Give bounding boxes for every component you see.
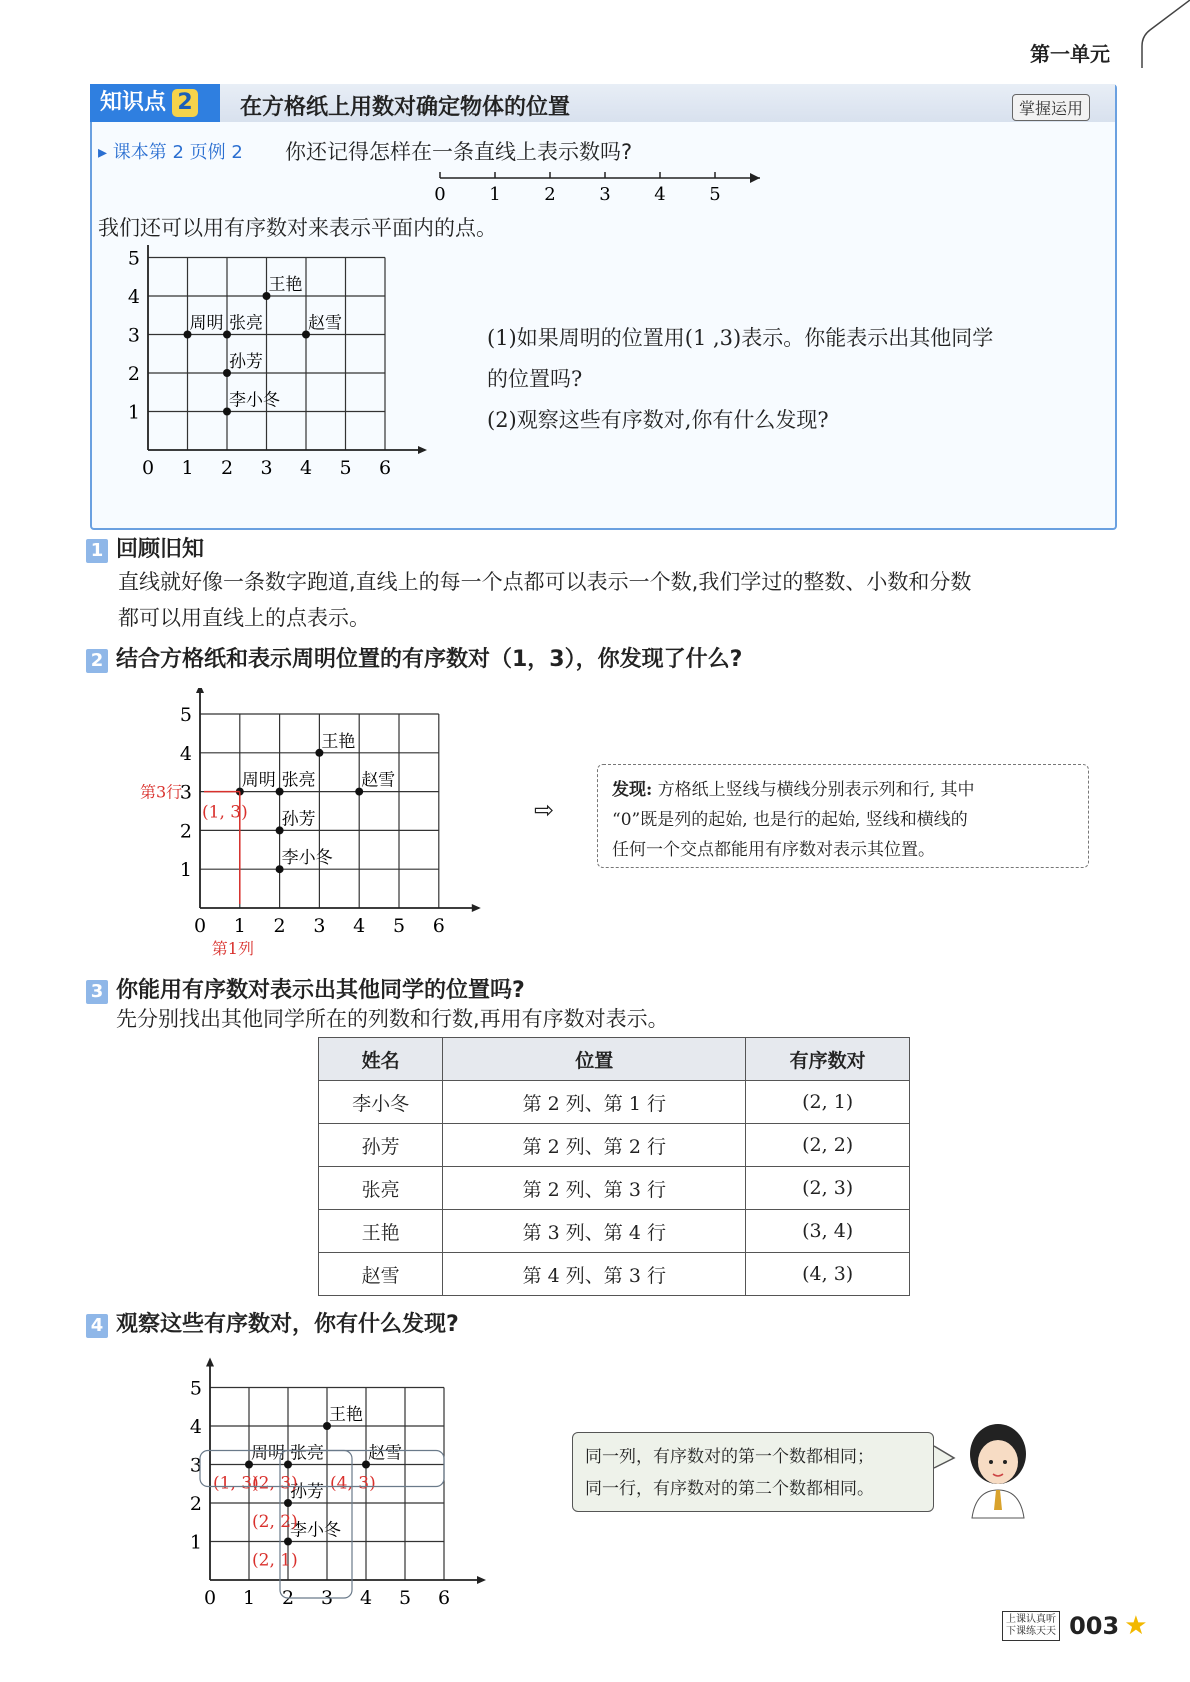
recall-question: 你还记得怎样在一条直线上表示数吗? (285, 140, 633, 164)
x-tick-label: 1 (181, 457, 194, 479)
positions-table (318, 1037, 910, 1296)
cell-pair: (2, 2) (746, 1124, 910, 1167)
section-1-line-2: 都可以用直线上的点表示。 (118, 606, 370, 630)
student-label: 孙芳 (229, 352, 263, 372)
x-axis-arrow (477, 1576, 486, 1584)
student-label: 王艳 (268, 275, 303, 295)
y-tick-label: 5 (179, 704, 192, 726)
knowledge-tag-label: 知识点 (100, 90, 167, 115)
y-axis-arrow (196, 688, 204, 693)
x-tick-label: 5 (398, 1587, 412, 1609)
student-label: 孙芳 (281, 809, 316, 830)
cell-pair: (3, 4) (746, 1210, 910, 1253)
y-tick-label: 3 (128, 324, 140, 347)
cell-name: 赵雪 (319, 1253, 443, 1296)
number-line-label: 4 (654, 184, 666, 205)
student-label: 张亮 (290, 1443, 324, 1464)
table-row (319, 1210, 910, 1253)
x-tick-label: 6 (378, 457, 392, 479)
x-tick-label: 3 (260, 457, 273, 479)
x-tick-label: 0 (203, 1587, 217, 1609)
slogan-line-2: 下课练天天 (1006, 1626, 1056, 1637)
row-label: 第3行 (140, 782, 183, 802)
student-label: 张亮 (229, 313, 263, 334)
x-tick-label: 6 (437, 1587, 451, 1609)
cell-position: 第 2 列、第 2 行 (443, 1124, 746, 1167)
section-1-title: 回顾旧知 (116, 537, 205, 562)
discovery-line-2: “0”既是列的起始, 也是行的起始, 竖线和横线的 (612, 810, 968, 830)
x-tick-label: 2 (273, 915, 286, 937)
cell-name: 孙芳 (319, 1124, 443, 1167)
y-tick-label: 4 (128, 286, 140, 308)
table-header-row (319, 1038, 910, 1081)
column-label: 第1列 (211, 939, 254, 958)
number-line-label: 5 (709, 184, 721, 205)
section-1-number: 1 (86, 539, 108, 563)
grid-chart-2 (140, 688, 530, 968)
questions (487, 318, 1087, 441)
section-1-line-1: 直线就好像一条数字跑道,直线上的每一个点都可以表示一个数,我们学过的整数、小数和分数 (118, 570, 972, 594)
cell-name: 王艳 (319, 1210, 443, 1253)
intro-text: 我们还可以用有序数对来表示平面内的点。 (98, 216, 497, 240)
x-tick-label: 3 (320, 1587, 334, 1609)
student-label: 孙芳 (290, 1482, 324, 1502)
knowledge-tag-number: 2 (172, 89, 198, 117)
student-label: 赵雪 (361, 770, 396, 791)
number-line-label: 3 (599, 184, 611, 205)
cell-pair: (4, 3) (746, 1253, 910, 1296)
section-2-title: 结合方格纸和表示周明位置的有序数对（1，3），你发现了什么? (116, 647, 743, 672)
footer (1002, 1611, 1148, 1641)
cell-position: 第 2 列、第 1 行 (443, 1081, 746, 1124)
y-axis-arrow (206, 1358, 214, 1367)
table-row (319, 1167, 910, 1210)
y-tick-label: 4 (179, 742, 192, 765)
observation-box (572, 1432, 934, 1512)
x-axis-arrow (472, 904, 481, 912)
cell-name: 张亮 (319, 1167, 443, 1210)
student-label: 周明 (241, 770, 276, 791)
pair-annotation: (4, 3) (330, 1473, 376, 1494)
knowledge-tag (90, 84, 220, 122)
number-line-label: 1 (489, 184, 501, 205)
table-row (319, 1124, 910, 1167)
speech-tail (932, 1442, 958, 1472)
number-line-label: 0 (434, 184, 446, 205)
x-tick-label: 5 (392, 915, 406, 937)
y-tick-label: 1 (179, 859, 192, 882)
y-tick-label: 5 (128, 247, 140, 270)
grid-chart-1 (128, 245, 468, 515)
question-2: (2)观察这些有序数对,你有什么发现? (487, 408, 829, 432)
pair-annotation: (2, 3) (252, 1473, 298, 1494)
x-tick-label: 0 (193, 915, 207, 937)
cell-pair: (2, 1) (746, 1081, 910, 1124)
observation-line-2: 同一行，有序数对的第二个数都相同。 (585, 1479, 874, 1499)
student-label: 李小冬 (290, 1520, 341, 1541)
pair-annotation: (2, 2) (252, 1512, 298, 1532)
x-tick-label: 3 (313, 915, 326, 937)
discovery-box (597, 764, 1089, 868)
section-3-sub: 先分别找出其他同学所在的列数和行数,再用有序数对表示。 (116, 1007, 669, 1031)
x-tick-label: 4 (353, 915, 366, 937)
y-tick-label: 1 (189, 1531, 202, 1554)
table-row (319, 1081, 910, 1124)
section-3-title: 你能用有序数对表示出其他同学的位置吗? (116, 978, 525, 1003)
student-label: 王艳 (321, 731, 356, 752)
section-2-heading (86, 642, 742, 673)
level-badge: 掌握运用 (1012, 94, 1090, 121)
knowledge-title: 在方格纸上用数对确定物体的位置 (240, 95, 571, 120)
textbook-reference (98, 138, 243, 164)
student-label: 王艳 (329, 1405, 363, 1425)
cell-position: 第 3 列、第 4 行 (443, 1210, 746, 1253)
y-tick-label: 2 (128, 363, 140, 385)
cell-position: 第 2 列、第 3 行 (443, 1167, 746, 1210)
textbook-reference-text: 课本第 2 页例 2 (112, 142, 243, 163)
discovery-label: 发现: (612, 780, 653, 800)
discovery-line-3: 任何一个交点都能用有序数对表示其位置。 (612, 840, 935, 860)
section-1-heading (86, 532, 204, 563)
table-row (319, 1253, 910, 1296)
x-axis-arrow (418, 446, 427, 454)
question-1: (1)如果周明的位置用(1 ,3)表示。你能表示出其他同学 (487, 326, 994, 350)
x-tick-label: 5 (339, 457, 352, 479)
triangle-icon: ▸ (98, 142, 113, 163)
header-pair: 有序数对 (746, 1038, 910, 1081)
student-label: 赵雪 (368, 1443, 402, 1464)
number-line (430, 168, 770, 208)
unit-title: 第一单元 (1030, 42, 1110, 66)
section-3-heading (86, 973, 525, 1004)
student-label: 周明 (251, 1443, 285, 1464)
x-tick-label: 6 (432, 915, 445, 937)
section-3-number: 3 (86, 980, 108, 1004)
student-label: 周明 (189, 313, 224, 334)
x-tick-label: 2 (281, 1587, 295, 1609)
y-tick-label: 5 (189, 1377, 202, 1400)
cell-name: 李小冬 (319, 1081, 443, 1124)
observation-line-1: 同一列，有序数对的第一个数都相同； (585, 1447, 874, 1467)
section-1-text (118, 564, 971, 636)
y-tick-label: 2 (189, 1493, 202, 1515)
arrow-right-icon: ⇨ (534, 796, 555, 824)
y-tick-label: 3 (189, 1454, 202, 1477)
cell-pair: (2, 3) (746, 1167, 910, 1210)
grid-chart-3 (180, 1355, 520, 1610)
footer-slogan (1002, 1611, 1060, 1641)
header-position: 位置 (443, 1038, 746, 1081)
page-corner-decoration (1120, 0, 1190, 70)
student-label: 张亮 (281, 770, 316, 791)
x-tick-label: 4 (299, 457, 313, 479)
y-tick-label: 4 (189, 1416, 202, 1438)
section-4-number: 4 (86, 1314, 108, 1338)
star-icon: ★ (1124, 1611, 1148, 1641)
section-2-number: 2 (86, 649, 108, 673)
pair-annotation: (2, 1) (252, 1550, 298, 1571)
pair-label: (1, 3) (202, 802, 248, 823)
y-tick-label: 3 (179, 781, 192, 804)
student-label: 赵雪 (308, 313, 342, 334)
cell-position: 第 4 列、第 3 行 (443, 1253, 746, 1296)
y-tick-label: 2 (179, 820, 192, 843)
student-label: 李小冬 (229, 390, 280, 411)
discovery-line-1: 方格纸上竖线与横线分别表示列和行, 其中 (657, 780, 975, 800)
section-4-title: 观察这些有序数对，你有什么发现? (116, 1312, 459, 1337)
x-tick-label: 2 (220, 457, 234, 479)
student-label: 李小冬 (281, 848, 333, 869)
question-1-cont: 的位置吗? (487, 367, 583, 391)
x-tick-label: 0 (141, 457, 155, 479)
header-name: 姓名 (319, 1038, 443, 1081)
x-tick-label: 4 (359, 1587, 373, 1609)
slogan-line-1: 上课认真听 (1006, 1614, 1056, 1625)
y-tick-label: 1 (128, 401, 140, 424)
girl-illustration (958, 1420, 1038, 1520)
x-tick-label: 1 (233, 915, 246, 937)
pair-annotation: (1, 3) (213, 1473, 259, 1494)
number-line-label: 2 (544, 184, 556, 205)
page-number: 003 (1069, 1612, 1120, 1640)
x-tick-label: 1 (242, 1587, 256, 1609)
section-4-heading (86, 1307, 459, 1338)
